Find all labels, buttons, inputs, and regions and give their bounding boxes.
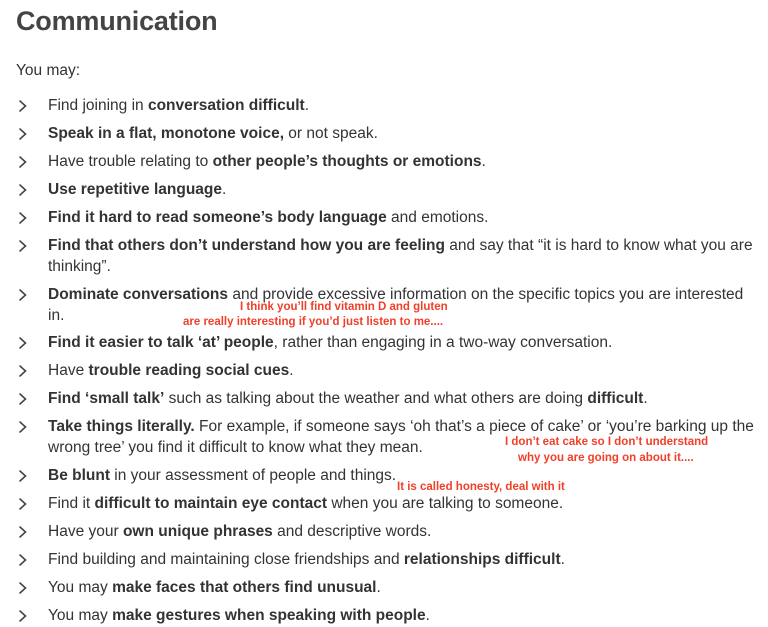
chevron-right-icon (18, 609, 28, 623)
text-run: Have trouble relating to (48, 153, 213, 170)
chevron-right-icon (18, 336, 28, 350)
text-run: Have (48, 362, 89, 379)
text-run: and say that “it is hard to know what you are thinking”. (48, 237, 753, 275)
bold-phrase: own unique phrases (122, 523, 273, 540)
list-item-text (48, 95, 758, 116)
chevron-right-icon (18, 239, 28, 253)
text-run: and emotions. (386, 209, 489, 226)
chevron-right-icon (18, 497, 28, 511)
text-run: . (425, 607, 430, 624)
list-item-text (48, 235, 758, 277)
chevron-right-icon (18, 364, 28, 378)
annotation-cake-line1: I don’t eat cake so I don’t understand (505, 436, 709, 448)
text-run: . (643, 390, 648, 407)
text-run: Find joining in (48, 97, 148, 114)
list-item-text (48, 123, 758, 144)
intro-text: You may: (16, 62, 81, 79)
text-run: in your assessment of people and things. (110, 467, 397, 484)
list-item-text (48, 179, 758, 200)
text-run: You may (48, 607, 113, 624)
bold-phrase: conversation difficult (147, 97, 305, 114)
list-item-text (48, 493, 758, 514)
bold-phrase: relationships difficult (403, 551, 561, 568)
bold-phrase: Take things literally. (48, 418, 195, 435)
list-item-text (48, 207, 758, 228)
annotation-vitamin-line1: I think you’ll find vitamin D and gluten (240, 301, 448, 313)
text-run: . (222, 181, 227, 198)
chevron-right-icon (18, 288, 28, 302)
list-item-text (48, 521, 758, 542)
text-run: For example, if someone says ‘oh that’s a piece of cake’ or ‘you’re barking up the wrong tree’ you find it difficult to know what they mean. (48, 418, 754, 456)
text-run: or not speak. (284, 125, 378, 142)
chevron-right-icon (18, 581, 28, 595)
bold-phrase: make gestures when speaking with people (112, 607, 426, 624)
bold-phrase: Find it hard to read someone’s body language (48, 209, 387, 226)
chevron-right-icon (18, 211, 28, 225)
list-item-text (48, 360, 758, 381)
text-run: , rather than engaging in a two-way conversation. (273, 334, 613, 351)
chevron-right-icon (18, 525, 28, 539)
bold-phrase: difficult to maintain eye contact (94, 495, 328, 512)
chevron-right-icon (18, 155, 28, 169)
bold-phrase: trouble reading social cues (88, 362, 290, 379)
text-run: when you are talking to someone. (327, 495, 564, 512)
text-run: . (481, 153, 486, 170)
text-run: . (560, 551, 565, 568)
list-item-text (48, 151, 758, 172)
text-run: Have your (48, 523, 123, 540)
chevron-right-icon (18, 183, 28, 197)
chevron-right-icon (18, 420, 28, 434)
annotation-vitamin-line2: are really interesting if you’d just listen to me.... (183, 316, 444, 328)
list-item-text (48, 549, 758, 570)
list-item-text (48, 605, 758, 626)
bold-phrase: Use repetitive language (48, 181, 223, 198)
list-item-text (48, 332, 758, 353)
text-run: . (376, 579, 381, 596)
annotation-cake-line2: why you are going on about it.... (518, 452, 694, 464)
bold-phrase: Speak in a flat, monotone voice, (48, 125, 284, 142)
bold-phrase: Find it easier to talk ‘at’ people (48, 334, 274, 351)
bold-phrase: make faces that others find unusual (112, 579, 377, 596)
list-item-text (48, 388, 758, 409)
page-title: Communication (16, 6, 218, 36)
text-run: . (289, 362, 294, 379)
chevron-right-icon (18, 392, 28, 406)
chevron-right-icon (18, 553, 28, 567)
text-run: and provide excessive information on the specific topics you are interested in. (48, 286, 744, 324)
bold-phrase: other people’s thoughts or emotions (212, 153, 482, 170)
bold-phrase: Find ‘small talk’ (48, 390, 165, 407)
text-run: Find building and maintaining close friendships and (48, 551, 404, 568)
chevron-right-icon (18, 99, 28, 113)
bold-phrase: Be blunt (48, 467, 110, 484)
text-run: . (304, 97, 310, 114)
chevron-right-icon (18, 469, 28, 483)
text-run: such as talking about the weather and what others are doing (164, 390, 588, 407)
bold-phrase: Find that others don’t understand how you are feeling (48, 237, 445, 254)
text-run: and descriptive words. (272, 523, 432, 540)
bold-phrase: Dominate conversations (48, 286, 229, 303)
annotation-honesty: It is called honesty, deal with it (397, 481, 565, 493)
chevron-right-icon (18, 127, 28, 141)
text-run: You may (48, 579, 113, 596)
list-item-text (48, 577, 758, 598)
text-run: Find it (48, 495, 95, 512)
bold-phrase: difficult (587, 390, 644, 407)
